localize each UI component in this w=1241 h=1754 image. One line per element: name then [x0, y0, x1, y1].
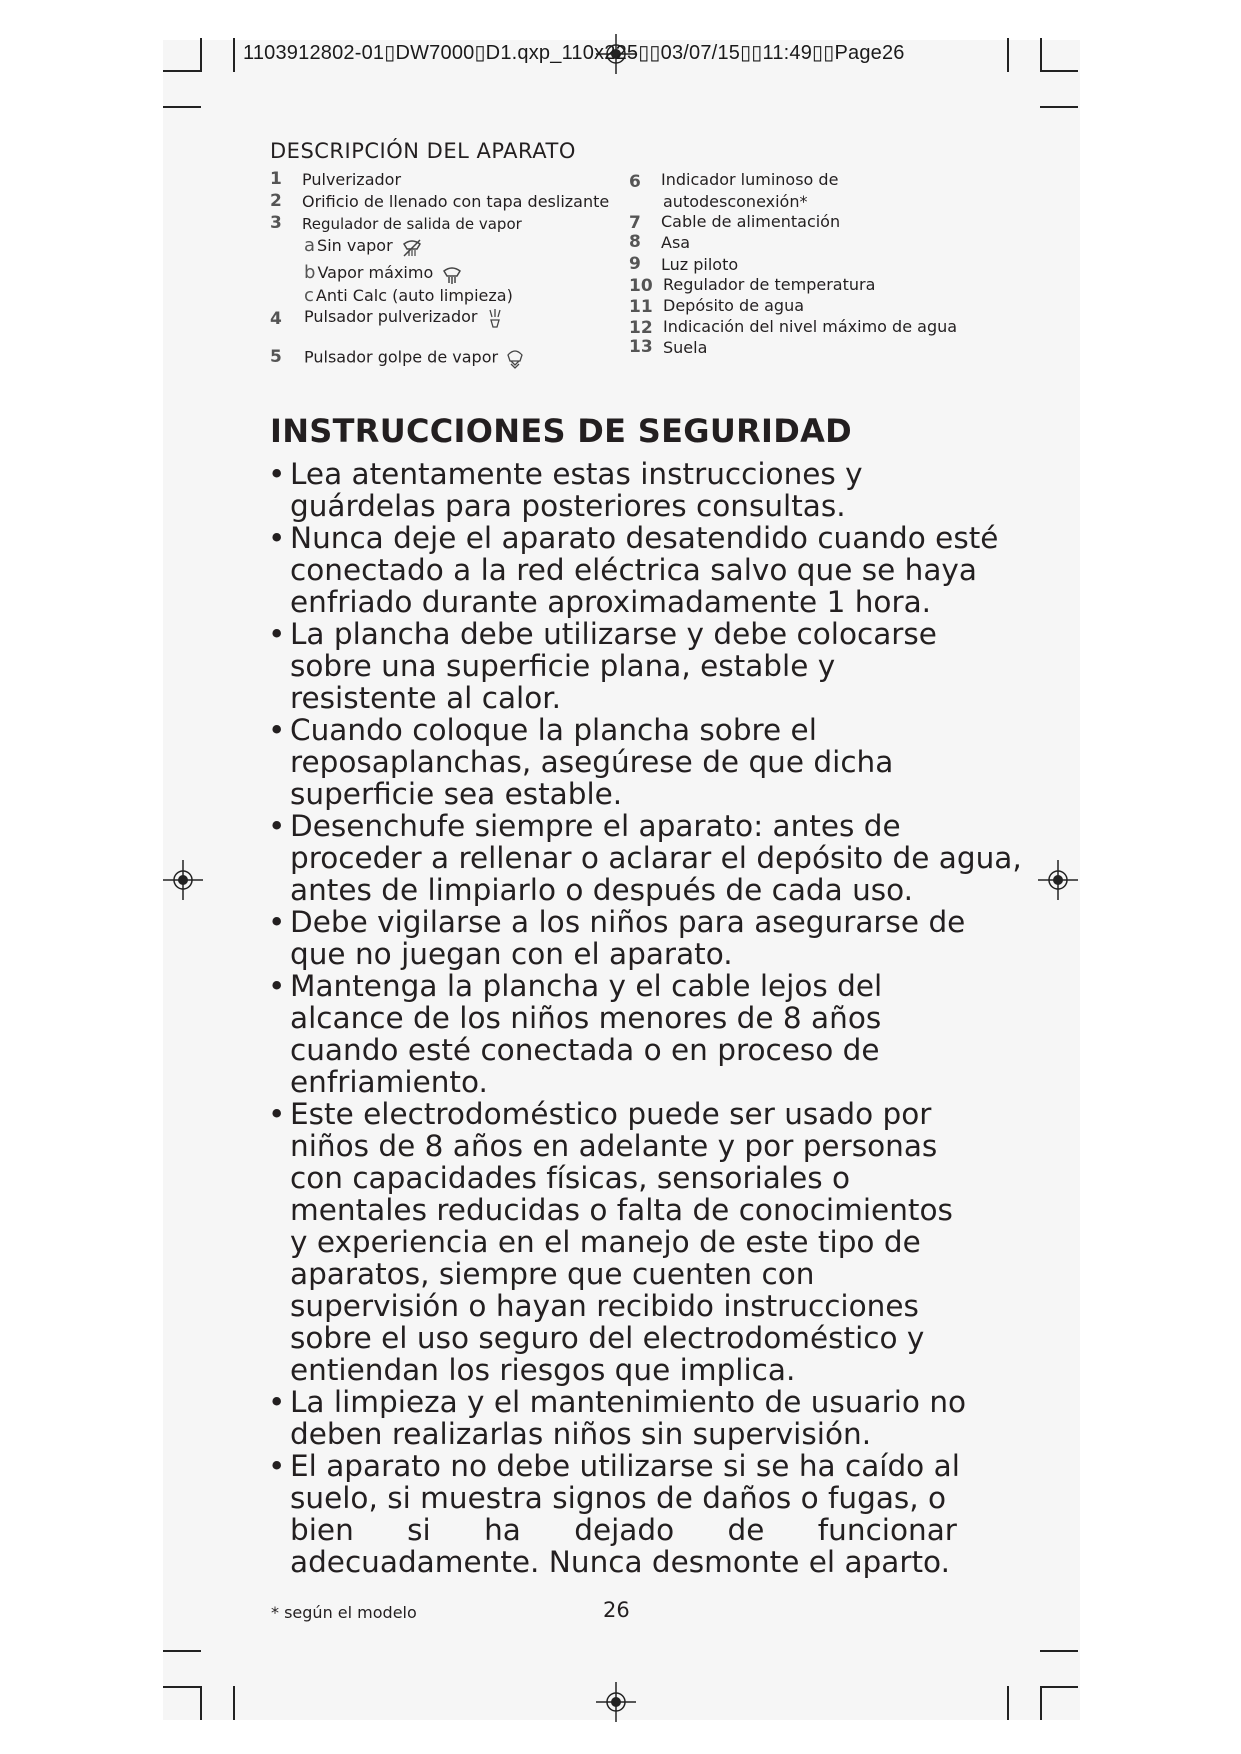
part-label: Anti Calc (auto limpieza) [315, 286, 513, 305]
bullet-line: • Cuando coloque la plancha sobre el [290, 713, 817, 747]
part-item: 1 Pulverizador [270, 169, 402, 189]
part-label: Asa [661, 233, 691, 252]
safety-bullet [268, 714, 1038, 810]
bullet-line: supervisión o hayan recibido instrucciones [290, 1289, 919, 1323]
bullet-line: y experiencia en el manejo de este tipo de [290, 1225, 921, 1259]
crop-mark [1040, 1686, 1042, 1720]
bullet-line: alcance de los niños menores de 8 años [290, 1001, 882, 1035]
bullet-line: • La plancha debe utilizarse y debe colocarse [290, 617, 937, 651]
part-label: Depósito de agua [663, 296, 805, 315]
part-label: Luz piloto [661, 255, 739, 274]
print-header: 1103912802-01▯DW7000▯D1.qxp_110x225▯▯03/07/15▯▯11:49▯▯Page26 [243, 42, 905, 64]
crop-mark [233, 1686, 235, 1720]
bullet-line: niños de 8 años en adelante y por personas [290, 1129, 938, 1163]
part-subitem: c Anti Calc (auto limpieza) [304, 285, 513, 306]
crop-mark [163, 70, 201, 72]
registration-mark [1038, 860, 1078, 900]
no-steam-icon [401, 236, 423, 258]
crop-mark [233, 38, 235, 72]
part-label: Orificio de llenado con tapa deslizante [302, 192, 610, 211]
bullet-line: antes de limpiarlo o después de cada uso. [290, 873, 914, 907]
part-item: 8 Asa [629, 232, 691, 252]
safety-bullet [268, 1450, 1038, 1578]
crop-mark [163, 106, 201, 108]
safety-bullet [268, 906, 1038, 970]
part-item: 9 Luz piloto [629, 254, 739, 274]
bullet-line: cuando esté conectada o en proceso de [290, 1033, 880, 1067]
bullet-line: • Nunca deje el aparato desatendido cuando esté [290, 521, 999, 555]
part-label: Indicador luminoso de [661, 170, 839, 189]
bullet-line: • Lea atentamente estas instrucciones y [290, 457, 863, 491]
part-label: Pulverizador [302, 170, 402, 189]
safety-bullet [268, 458, 1038, 522]
part-item: 4 Pulsador pulverizador [304, 306, 504, 329]
safety-bullet [268, 810, 1038, 906]
bullet-line: bien si ha dejado de funcionar [290, 1513, 957, 1547]
safety-bullet [268, 618, 1038, 714]
bullet-line: conectado a la red eléctrica salvo que se haya [290, 553, 977, 587]
part-item: 11 Depósito de agua [629, 296, 805, 317]
bullet-line: enfriamiento. [290, 1065, 488, 1099]
bullet-line: sobre el uso seguro del electrodoméstico y [290, 1321, 925, 1355]
spray-icon [486, 307, 504, 329]
crop-mark [1040, 38, 1042, 72]
part-item: 10 Regulador de temperatura [629, 275, 876, 296]
crop-mark [163, 1650, 201, 1652]
part-label: Pulsador golpe de vapor [304, 347, 499, 367]
part-label: Regulador de temperatura [663, 275, 876, 294]
part-label: autodesconexión* [663, 192, 808, 211]
bullet-line: que no juegan con el aparato. [290, 937, 733, 971]
bullet-line: adecuadamente. Nunca desmonte el aparto. [290, 1545, 950, 1579]
part-item: 6 Indicador luminoso de [629, 170, 839, 192]
safety-bullet [268, 522, 1038, 618]
part-label: Pulsador pulverizador [304, 307, 478, 326]
bullet-line: • Mantenga la plancha y el cable lejos del [290, 969, 883, 1003]
bullet-line: aparatos, siempre que cuenten con [290, 1257, 815, 1291]
safety-title: INSTRUCCIONES DE SEGURIDAD [270, 412, 853, 450]
crop-mark [1007, 38, 1009, 72]
crop-mark [1040, 1650, 1078, 1652]
bullet-line: con capacidades físicas, sensoriales o [290, 1161, 851, 1195]
bullet-line: suelo, si muestra signos de daños o fugas, o [290, 1481, 947, 1515]
crop-mark [1007, 1686, 1009, 1720]
page-number: 26 [603, 1598, 630, 1622]
part-subitem: a Sin vapor [304, 235, 423, 258]
part-item: 12 Indicación del nivel máximo de agua [629, 317, 958, 338]
part-label: Regulador de salida de vapor [302, 215, 522, 233]
bullet-line: • Este electrodoméstico puede ser usado por [290, 1097, 932, 1131]
crop-mark [163, 1686, 201, 1688]
part-item: 13 Suela [629, 337, 708, 357]
registration-mark [163, 860, 203, 900]
bullet-line: • Desenchufe siempre el aparato: antes de [290, 809, 901, 843]
bullet-line: entiendan los riesgos que implica. [290, 1353, 796, 1387]
part-item: 7 Cable de alimentación [629, 212, 841, 233]
bullet-line: proceder a rellenar o aclarar el depósito de agua, [290, 841, 1022, 875]
part-item: 2 Orificio de llenado con tapa deslizante [270, 191, 610, 211]
part-label: Vapor máximo [317, 263, 434, 282]
safety-bullet [268, 1386, 1038, 1450]
part-label: Cable de alimentación [661, 212, 841, 231]
bullet-line: resistente al calor. [290, 681, 562, 715]
description-title: DESCRIPCIÓN DEL APARATO [270, 139, 576, 163]
bullet-line: enfriado durante aproximadamente 1 hora. [290, 585, 932, 619]
bullet-line: • Debe vigilarse a los niños para asegurarse de [290, 905, 966, 939]
part-item: 5 Pulsador golpe de vapor [304, 346, 524, 370]
bullet-line: reposaplanchas, asegúrese de que dicha [290, 745, 894, 779]
crop-mark [1040, 106, 1078, 108]
part-item: 3 Regulador de salida de vapor [270, 213, 522, 233]
part-item-continued [663, 191, 807, 212]
part-label: Suela [663, 338, 708, 357]
bullet-line: sobre una superficie plana, estable y [290, 649, 836, 683]
bullet-line: deben realizarlas niños sin supervisión. [290, 1417, 872, 1451]
crop-mark [1040, 70, 1078, 72]
part-label: Indicación del nivel máximo de agua [663, 317, 958, 336]
footnote: * según el modelo [271, 1603, 417, 1622]
bullet-line: mentales reducidas o falta de conocimientos [290, 1193, 953, 1227]
part-subitem: b Vapor máximo [304, 262, 463, 285]
bullet-line: • El aparato no debe utilizarse si se ha caído al [290, 1449, 960, 1483]
safety-bullet [268, 1098, 1038, 1386]
crop-mark [1040, 1686, 1078, 1688]
bullet-line: superficie sea estable. [290, 777, 623, 811]
max-steam-icon [441, 263, 463, 285]
crop-mark [200, 1686, 202, 1720]
bullet-line: guárdelas para posteriores consultas. [290, 489, 846, 523]
crop-mark [200, 38, 202, 72]
registration-mark [596, 1682, 636, 1722]
bullet-line: • La limpieza y el mantenimiento de usuario no [290, 1385, 967, 1419]
steam-burst-icon [506, 346, 524, 370]
safety-bullet [268, 970, 1038, 1098]
safety-instructions-list [268, 458, 1038, 1578]
part-label: Sin vapor [317, 236, 393, 255]
